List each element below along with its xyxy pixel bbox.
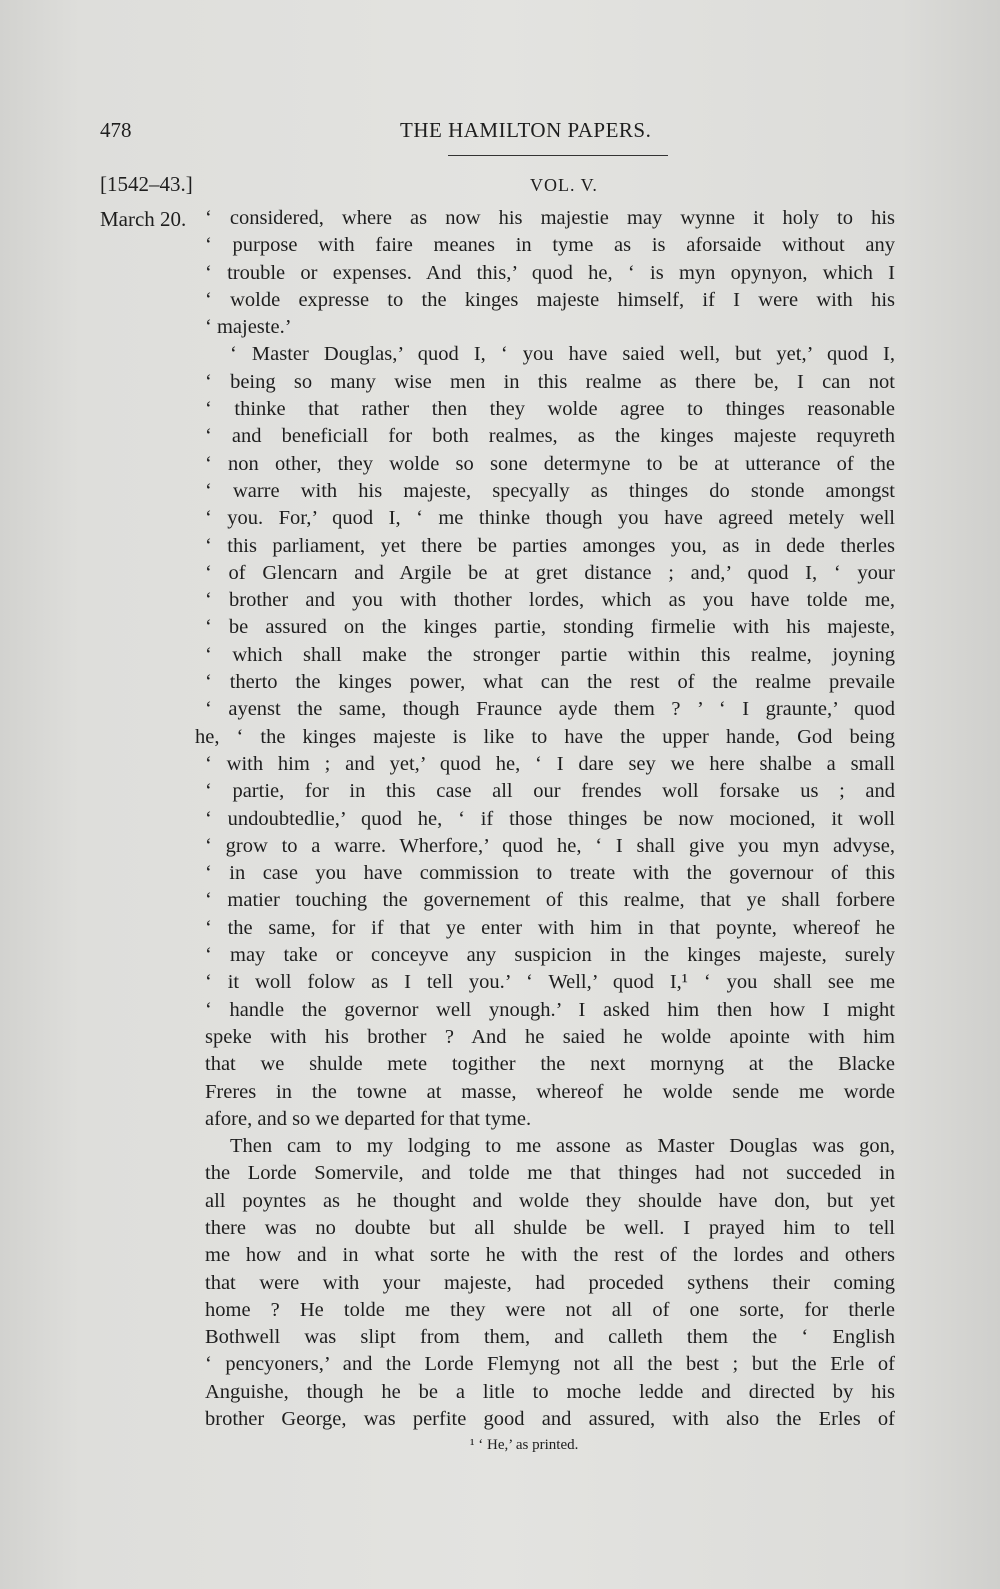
text-line: ‘ grow to a warre. Wherfore,’ quod he, ‘ I shall give you myn advyse,	[205, 834, 895, 857]
text-line: brother George, was perfite good and assured, with also the Erles of	[205, 1408, 895, 1431]
header-rule	[448, 155, 668, 156]
text-line: that were with your majeste, had proceded sythens their coming	[205, 1271, 895, 1294]
text-line: ‘ undoubtedlie,’ quod he, ‘ if those thinges be now mocioned, it woll	[205, 807, 895, 830]
text-line: ‘ non other, they wolde so sone determyne to be at utterance of the	[205, 452, 895, 475]
text-line: ‘ warre with his majeste, specyally as thinges do stonde amongst	[205, 479, 895, 502]
margin-date: March 20.	[100, 207, 187, 231]
text-line: me how and in what sorte he with the rest of the lordes and others	[205, 1244, 895, 1267]
text-line: afore, and so we departed for that tyme.	[205, 1107, 532, 1130]
text-line: ‘ in case you have commission to treate with the governour of this	[205, 862, 895, 885]
text-line: ‘ partie, for in this case all our frendes woll forsake us ; and	[205, 780, 895, 803]
text-line: ‘ considered, where as now his majestie may wynne it holy to his	[205, 207, 895, 229]
text-line: ‘ with him ; and yet,’ quod he, ‘ I dare sey we here shalbe a small	[205, 752, 895, 775]
volume-label: VOL. V.	[530, 175, 598, 195]
text-line: ‘ be assured on the kinges partie, stonding firmelie with his majeste,	[205, 616, 895, 639]
text-line: ‘ may take or conceyve any suspicion in the kinges majeste, surely	[205, 944, 895, 967]
text-line: ‘ you. For,’ quod I, ‘ me thinke though you have agreed metely well	[205, 507, 895, 530]
text-line: ‘ majeste.’	[205, 316, 292, 339]
text-line: ‘ and beneficiall for both realmes, as the kinges majeste requyreth	[205, 425, 895, 448]
body-text	[195, 205, 895, 1433]
text-line: ‘ of Glencarn and Argile be at gret distance ; and,’ quod I, ‘ your	[205, 561, 895, 584]
text-line: Freres in the towne at masse, whereof he wolde sende me worde	[205, 1080, 895, 1103]
text-line: there was no doubte but all shulde be well. I prayed him to tell	[205, 1216, 895, 1239]
text-line: Anguishe, though he be a litle to moche ledde and directed by his	[205, 1380, 895, 1403]
running-title: THE HAMILTON PAPERS.	[400, 118, 652, 142]
text-line: all poyntes as he thought and wolde they shoulde have don, but yet	[205, 1189, 895, 1212]
text-line: ‘ ayenst the same, though Fraunce ayde them ? ’ ‘ I graunte,’ quod	[205, 698, 895, 721]
text-line: the Lorde Somervile, and tolde me that thinges had not succeded in	[205, 1162, 895, 1185]
text-line: ‘ it woll folow as I tell you.’ ‘ Well,’ quod I,¹ ‘ you shall see me	[205, 971, 895, 994]
text-line: ‘ Master Douglas,’ quod I, ‘ you have saied well, but yet,’ quod I,	[230, 343, 895, 366]
text-line: ‘ trouble or expenses. And this,’ quod he, ‘ is myn opynyon, which I	[205, 261, 895, 284]
text-line: he, ‘ the kinges majeste is like to have the upper hande, God being	[195, 725, 895, 748]
text-line: ‘ matier touching the governement of this realme, that ye shall forbere	[205, 889, 895, 912]
page-number: 478	[100, 118, 132, 142]
text-line: Bothwell was slipt from them, and calleth them the ‘ English	[205, 1326, 895, 1349]
text-line: ‘ the same, for if that ye enter with him in that poynte, whereof he	[205, 916, 895, 939]
date-range: [1542–43.]	[100, 172, 193, 196]
text-line: ‘ pencyoners,’ and the Lorde Flemyng not all the best ; but the Erle of	[205, 1353, 895, 1376]
text-line: ‘ handle the governor well ynough.’ I asked him then how I might	[205, 998, 895, 1021]
text-line: ‘ therto the kinges power, what can the rest of the realme prevaile	[205, 671, 895, 694]
text-line: ‘ purpose with faire meanes in tyme as is aforsaide without any	[205, 234, 895, 257]
page-header	[100, 118, 900, 148]
text-line: ‘ this parliament, yet there be parties amonges you, as in dede therles	[205, 534, 895, 557]
text-line: ‘ being so many wise men in this realme as there be, I can not	[205, 370, 895, 393]
text-line: home ? He tolde me they were not all of one sorte, for therle	[205, 1298, 895, 1321]
text-line: ‘ wolde expresse to the kinges majeste himself, if I were with his	[205, 288, 895, 311]
text-line: that we shulde mete togither the next mornyng at the Blacke	[205, 1053, 895, 1076]
text-line: Then cam to my lodging to me assone as Master Douglas was gon,	[230, 1135, 895, 1158]
text-line: ‘ thinke that rather then they wolde agree to thinges reasonable	[205, 398, 895, 421]
text-line: ‘ brother and you with thother lordes, which as you have tolde me,	[205, 589, 895, 612]
text-line: speke with his brother ? And he saied he wolde apointe with him	[205, 1025, 895, 1048]
text-line: ‘ which shall make the stronger partie within this realme, joyning	[205, 643, 895, 666]
footnote: ¹ ‘ He,’ as printed.	[470, 1437, 579, 1453]
